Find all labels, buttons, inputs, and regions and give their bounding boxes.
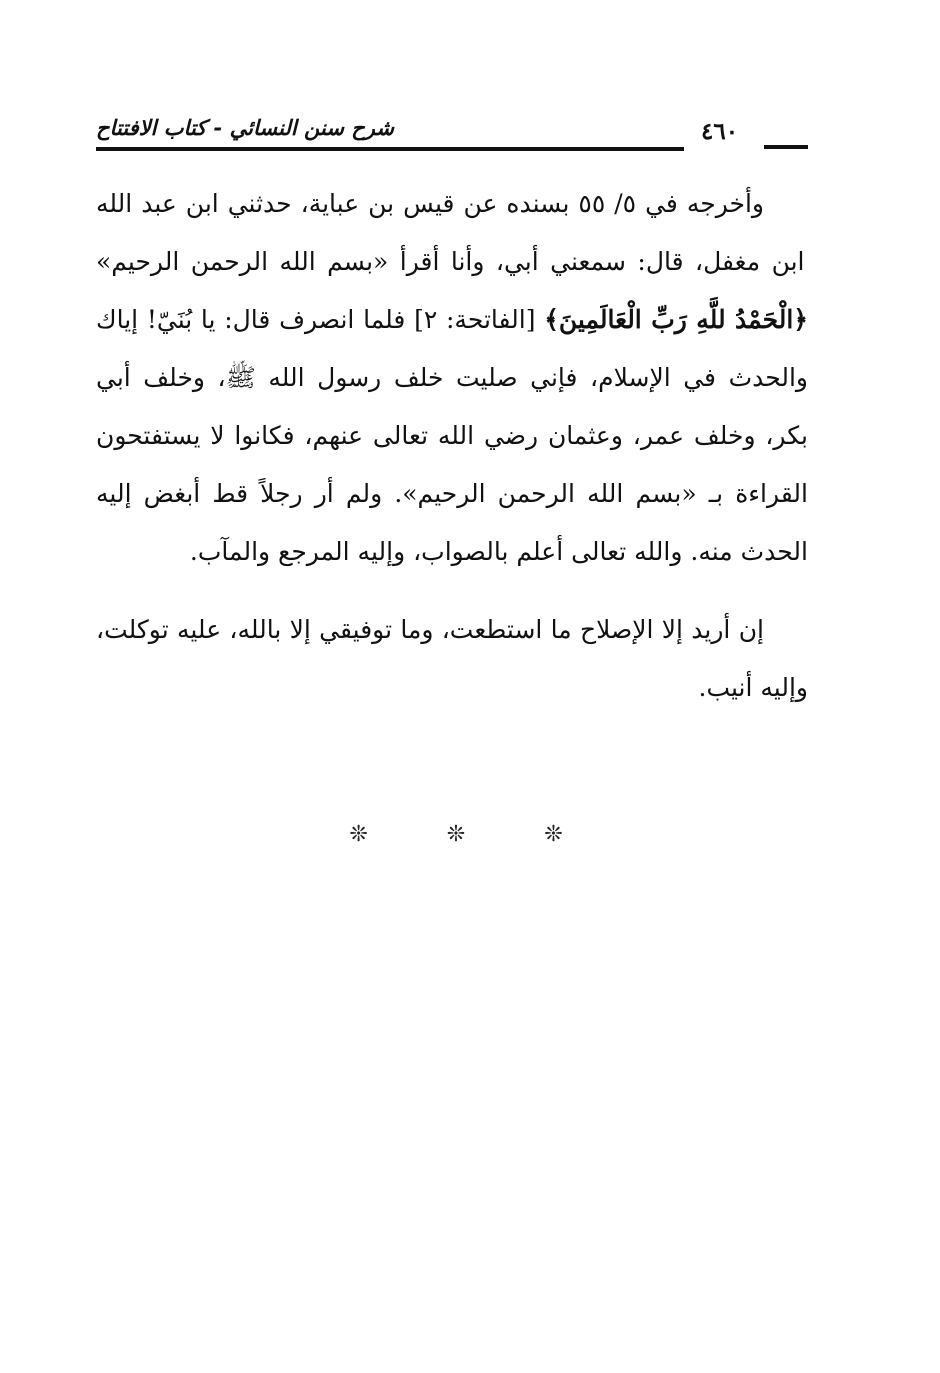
running-title: شرح سنن النسائي - كتاب الافتتاح (96, 116, 394, 140)
header-rule (96, 147, 684, 151)
paragraph-closing-supplication: إن أريد إلا الإصلاح ما استطعت، وما توفيقي إلا بالله، عليه توكلت، وإليه أنيب. (96, 615, 808, 702)
quran-verse: ﴿الْحَمْدُ للَّهِ رَبِّ الْعَالَمِينَ﴾ (544, 305, 808, 334)
page-number: ٤٦٠ (701, 118, 739, 145)
section-divider (0, 822, 940, 847)
divider-star-icon: ❊ (446, 822, 494, 847)
page-header (96, 108, 808, 156)
header-rule-dash (764, 145, 808, 149)
paragraph-hadith-rest: [الفاتحة: ٢] فلما انصرف قال: يا بُنَيّ! إياك والحدث في الإسلام، فإني صليت خلف رسول الله ﷺ، وخلف أبي بكر، وخلف عمر، وعثمان رضي الله تعالى عنهم، فكانوا لا يستفتحون القراءة بـ «بسم الله الرحمن الرحيم». ولم أر رجلاً قط أبغض إليه الحدث منه. والله تعالى أعلم بالصواب، وإليه المرجع والمآب. (96, 305, 808, 566)
body-text (96, 175, 808, 717)
divider-star-icon: ❊ (544, 822, 591, 847)
divider-star-icon: ❊ (349, 822, 396, 847)
paragraph-hadith (96, 175, 808, 581)
paragraph-hadith-intro: وأخرجه في ٥/ ٥٥ بسنده عن قيس بن عباية، حدثني ابن عبد الله ابن مغفل، قال: سمعني أبي، وأنا أقرأ «بسم الله الرحمن الرحيم» (96, 189, 805, 276)
